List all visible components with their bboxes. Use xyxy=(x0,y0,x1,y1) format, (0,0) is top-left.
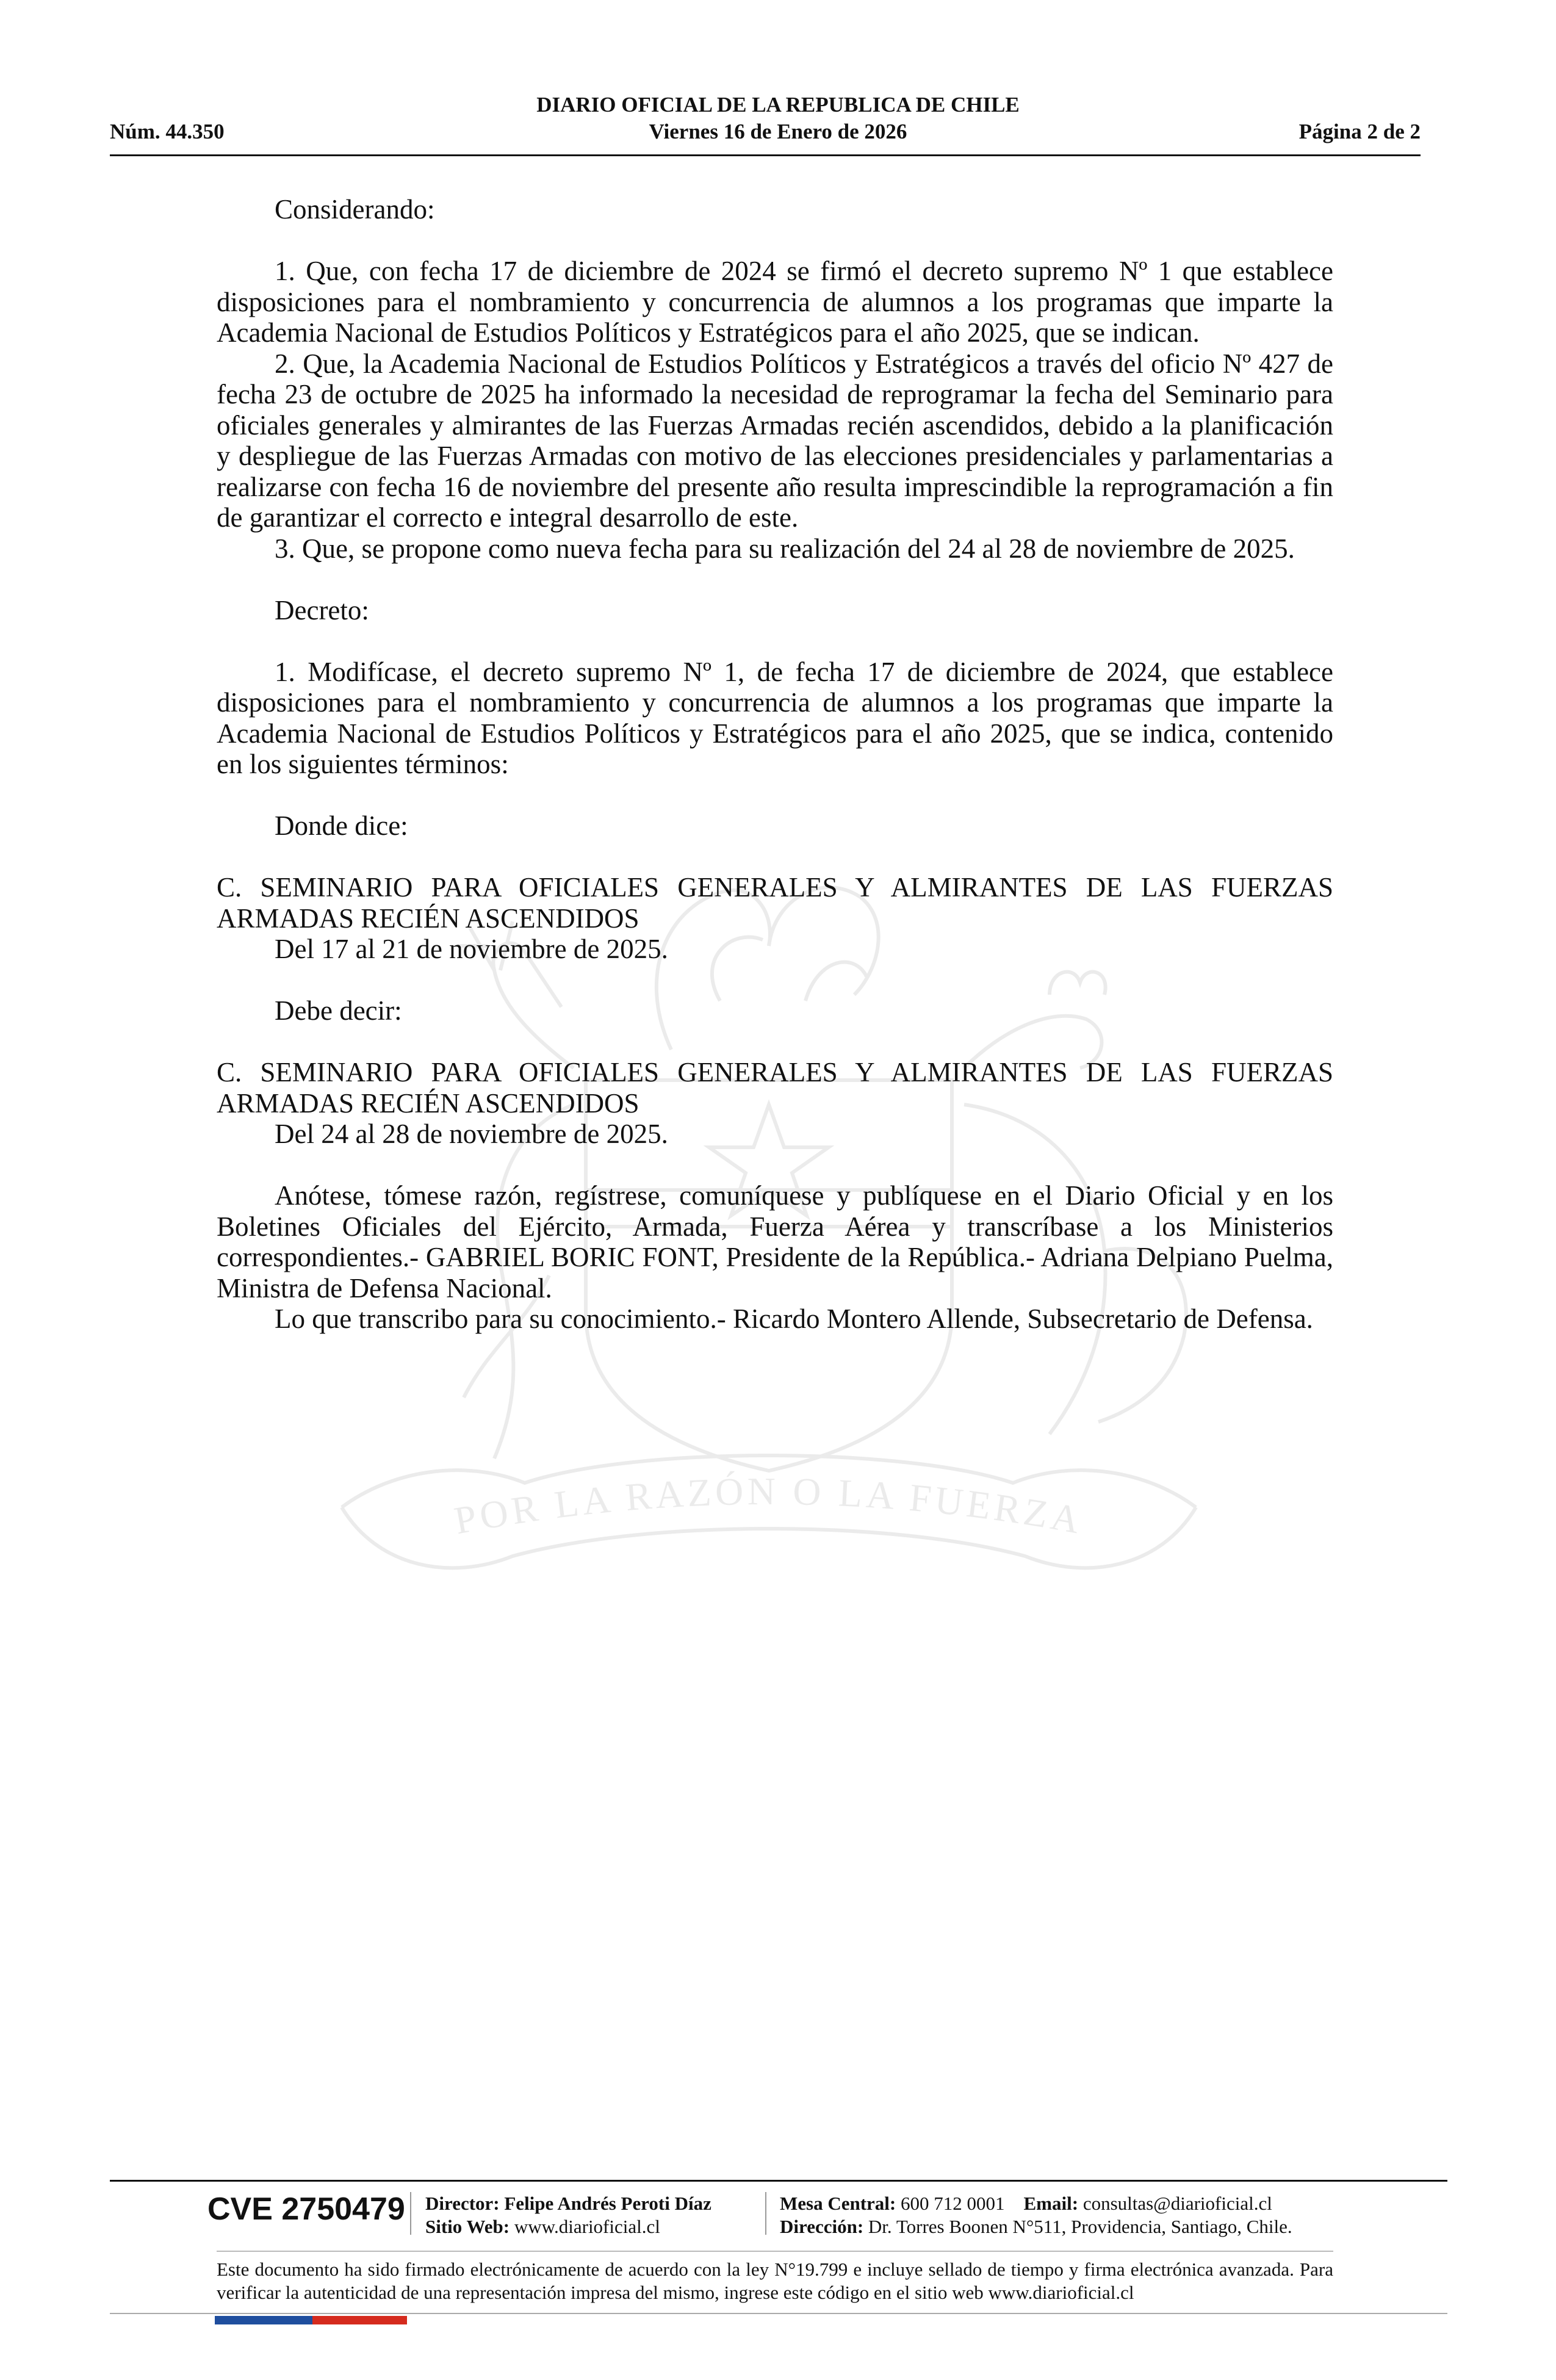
decree-body xyxy=(217,194,1333,1335)
email-label: Email: xyxy=(1023,2193,1079,2214)
seminario-old-date: Del 17 al 21 de noviembre de 2025. xyxy=(275,934,668,964)
issue-number: Núm. 44.350 xyxy=(110,120,225,143)
mesa-phone: 600 712 0001 xyxy=(901,2193,1005,2214)
donde-dice-label: Donde dice: xyxy=(275,810,408,841)
website-label: Sitio Web: xyxy=(425,2216,510,2237)
debe-decir-label: Debe decir: xyxy=(275,995,402,1026)
svg-text:POR LA RAZÓN O LA FUERZA: POR LA RAZÓN O LA FUERZA xyxy=(451,1469,1087,1543)
considerando-3: 3. Que, se propone como nueva fecha para su realización del 24 al 28 de noviembre de 2025. xyxy=(275,533,1295,564)
mesa-label: Mesa Central: xyxy=(780,2193,896,2214)
flag-stripe-red xyxy=(312,2316,407,2324)
direccion-value: Dr. Torres Boonen N°511, Providencia, Santiago, Chile. xyxy=(868,2216,1292,2237)
seminario-old-title: C. SEMINARIO PARA OFICIALES GENERALES Y ALMIRANTES DE LAS FUERZAS ARMADAS RECIÉN ASCENDIDOS xyxy=(217,872,1333,934)
cve-code: CVE 2750479 xyxy=(207,2191,405,2227)
considerando-heading: Considerando: xyxy=(275,194,435,225)
newspaper-title: DIARIO OFICIAL DE LA REPUBLICA DE CHILE xyxy=(536,93,1020,117)
website-link[interactable]: www.diarioficial.cl xyxy=(514,2216,660,2237)
email-address[interactable]: consultas@diarioficial.cl xyxy=(1082,2193,1272,2214)
issue-date: Viernes 16 de Enero de 2026 xyxy=(649,120,907,143)
director-name: Felipe Andrés Peroti Díaz xyxy=(504,2193,711,2214)
decreto-heading: Decreto: xyxy=(275,594,369,626)
considerando-1: 1. Que, con fecha 17 de diciembre de 2024 se firmó el decreto supremo Nº 1 que establece disposiciones para el nombramiento y concurrencia de alumnos a los programas que imparte la Academia Nacional de Estudios Políticos y Estratégicos para el año 2025, que se indican. xyxy=(217,256,1333,348)
transcription-note: Lo que transcribo para su conocimiento.- Ricardo Montero Allende, Subsecretario de Defensa. xyxy=(275,1304,1313,1334)
closing-paragraph: Anótese, tómese razón, regístrese, comuníquese y publíquese en el Diario Oficial y en los Boletines Oficiales del Ejército, Armada, Fuerza Aérea y transcríbase a los Ministerios correspondientes.- GABRIEL BORIC FONT, Presidente de la República.- Adriana Delpiano Puelma, Ministra de Defensa Nacional. xyxy=(217,1180,1333,1304)
header-rule xyxy=(110,154,1421,156)
flag-stripe-blue xyxy=(215,2316,312,2324)
footer-rule-top xyxy=(110,2180,1447,2182)
director-label: Director: xyxy=(425,2193,500,2214)
footer-contact xyxy=(780,2192,1292,2238)
footer-rule-mid xyxy=(217,2251,1333,2252)
footer-editorial xyxy=(425,2192,711,2238)
seminario-new-date: Del 24 al 28 de noviembre de 2025. xyxy=(275,1119,668,1149)
footer-separator xyxy=(765,2192,766,2235)
footer-separator xyxy=(410,2192,411,2235)
direccion-label: Dirección: xyxy=(780,2216,864,2237)
considerando-2: 2. Que, la Academia Nacional de Estudios Políticos y Estratégicos a través del oficio Nº 427 de fecha 23 de octubre de 2025 ha informado la necesidad de reprogramar la fecha del Seminario para oficiales generales y almirantes de las Fuerzas Armadas recién ascendidos, debido a la planificación y despliegue de las Fuerzas Armadas con motivo de las elecciones presidenciales y parlamentarias a realizarse con fecha 16 de noviembre del presente año resulta imprescindible la reprogramación a fin de garantizar el correcto e integral desarrollo de este. xyxy=(217,348,1333,533)
footer-rule-bottom xyxy=(110,2313,1447,2314)
decreto-article-1: 1. Modifícase, el decreto supremo Nº 1, de fecha 17 de diciembre de 2024, que establece disposiciones para el nombramiento y concurrencia de alumnos a los programas que imparte la Academia Nacional de Estudios Políticos y Estratégicos para el año 2025, que se indica, contenido en los siguientes términos: xyxy=(217,656,1333,779)
seminario-new-title: C. SEMINARIO PARA OFICIALES GENERALES Y ALMIRANTES DE LAS FUERZAS ARMADAS RECIÉN ASCENDIDOS xyxy=(217,1057,1333,1119)
page-indicator: Página 2 de 2 xyxy=(1298,120,1421,143)
electronic-signature-notice: Este documento ha sido firmado electrónicamente de acuerdo con la ley N°19.799 e incluye sellado de tiempo y firma electrónica avanzada. Para verificar la autenticidad de una representación impresa del mismo, ingrese este código en el sitio web www.diarioficial.cl xyxy=(217,2259,1333,2303)
